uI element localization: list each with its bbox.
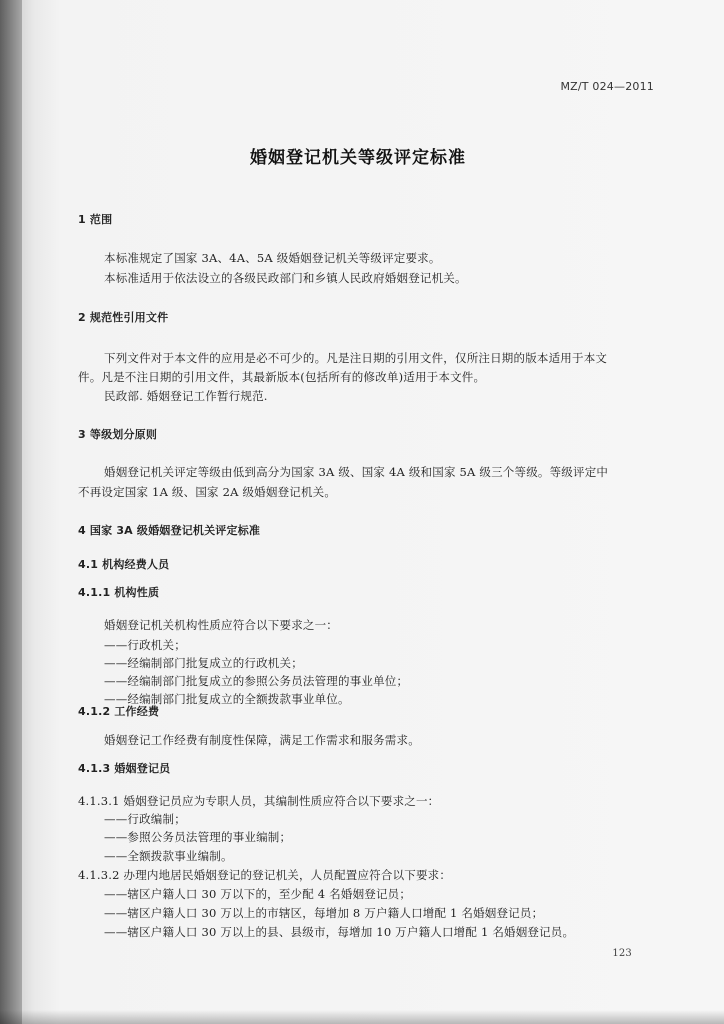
section-4-1-heading: 4.1 机构经费人员 — [78, 558, 170, 571]
section-3-heading: 3 等级划分原则 — [78, 428, 158, 441]
section-4-1-3-2-item: ——辖区户籍人口 30 万以下的，至少配 4 名婚姻登记员； — [104, 887, 412, 901]
book-spine-shadow — [0, 0, 22, 1024]
section-4-1-3-2-item: ——辖区户籍人口 30 万以上的市辖区，每增加 8 万户籍人口增配 1 名婚姻登记员； — [104, 906, 544, 920]
page-bottom-shadow — [0, 1010, 724, 1024]
section-4-1-1-item: ——经编制部门批复成立的全额拨款事业单位。 — [104, 692, 350, 706]
section-4-1-1-intro: 婚姻登记机关机构性质应符合以下要求之一： — [104, 618, 338, 632]
section-4-1-3-1-item: ——全额拨款事业编制。 — [104, 849, 233, 863]
section-2-paragraph-1-line-2: 件。凡是不注日期的引用文件，其最新版本(包括所有的修改单)适用于本文件。 — [78, 370, 486, 384]
section-1-paragraph-1: 本标准规定了国家 3A、4A、5A 级婚姻登记机关等级评定要求。 — [104, 251, 441, 265]
section-4-1-2-heading: 4.1.2 工作经费 — [78, 705, 160, 718]
section-2-paragraph-2: 民政部. 婚姻登记工作暂行规范. — [104, 389, 268, 403]
page-number: 123 — [612, 948, 632, 959]
section-4-1-3-1-item: ——行政编制； — [104, 812, 186, 826]
section-4-1-1-heading: 4.1.1 机构性质 — [78, 586, 160, 599]
section-2-paragraph-1-line-1: 下列文件对于本文件的应用是必不可少的。凡是注日期的引用文件，仅所注日期的版本适用于本文 — [104, 351, 608, 365]
document-title: 婚姻登记机关等级评定标准 — [250, 148, 466, 168]
section-4-1-3-1-item: ——参照公务员法管理的事业编制； — [104, 830, 292, 844]
section-3-paragraph-line-2: 不再设定国家 1A 级、国家 2A 级婚姻登记机关。 — [78, 485, 337, 499]
section-4-1-3-2-line: 4.1.3.2 办理内地居民婚姻登记的登记机关，人员配置应符合以下要求： — [78, 868, 452, 882]
section-3-paragraph-line-1: 婚姻登记机关评定等级由低到高分为国家 3A 级、国家 4A 级和国家 5A 级三个等级。等级评定中 — [104, 465, 609, 479]
section-4-heading: 4 国家 3A 级婚姻登记机关评定标准 — [78, 524, 261, 537]
section-2-heading: 2 规范性引用文件 — [78, 311, 169, 324]
section-1-heading: 1 范围 — [78, 213, 113, 226]
section-4-1-2-paragraph: 婚姻登记工作经费有制度性保障，满足工作需求和服务需求。 — [104, 733, 420, 747]
section-4-1-3-1-line: 4.1.3.1 婚姻登记员应为专职人员，其编制性质应符合以下要求之一： — [78, 794, 440, 808]
section-4-1-3-2-item: ——辖区户籍人口 30 万以上的县、县级市，每增加 10 万户籍人口增配 1 名婚姻登记员。 — [104, 925, 575, 939]
standard-number: MZ/T 024—2011 — [560, 80, 654, 93]
section-4-1-1-item: ——行政机关； — [104, 638, 186, 652]
section-4-1-1-item: ——经编制部门批复成立的行政机关； — [104, 656, 303, 670]
section-1-paragraph-2: 本标准适用于依法设立的各级民政部门和乡镇人民政府婚姻登记机关。 — [104, 271, 467, 285]
section-4-1-1-item: ——经编制部门批复成立的参照公务员法管理的事业单位； — [104, 674, 409, 688]
section-4-1-3-heading: 4.1.3 婚姻登记员 — [78, 762, 171, 775]
